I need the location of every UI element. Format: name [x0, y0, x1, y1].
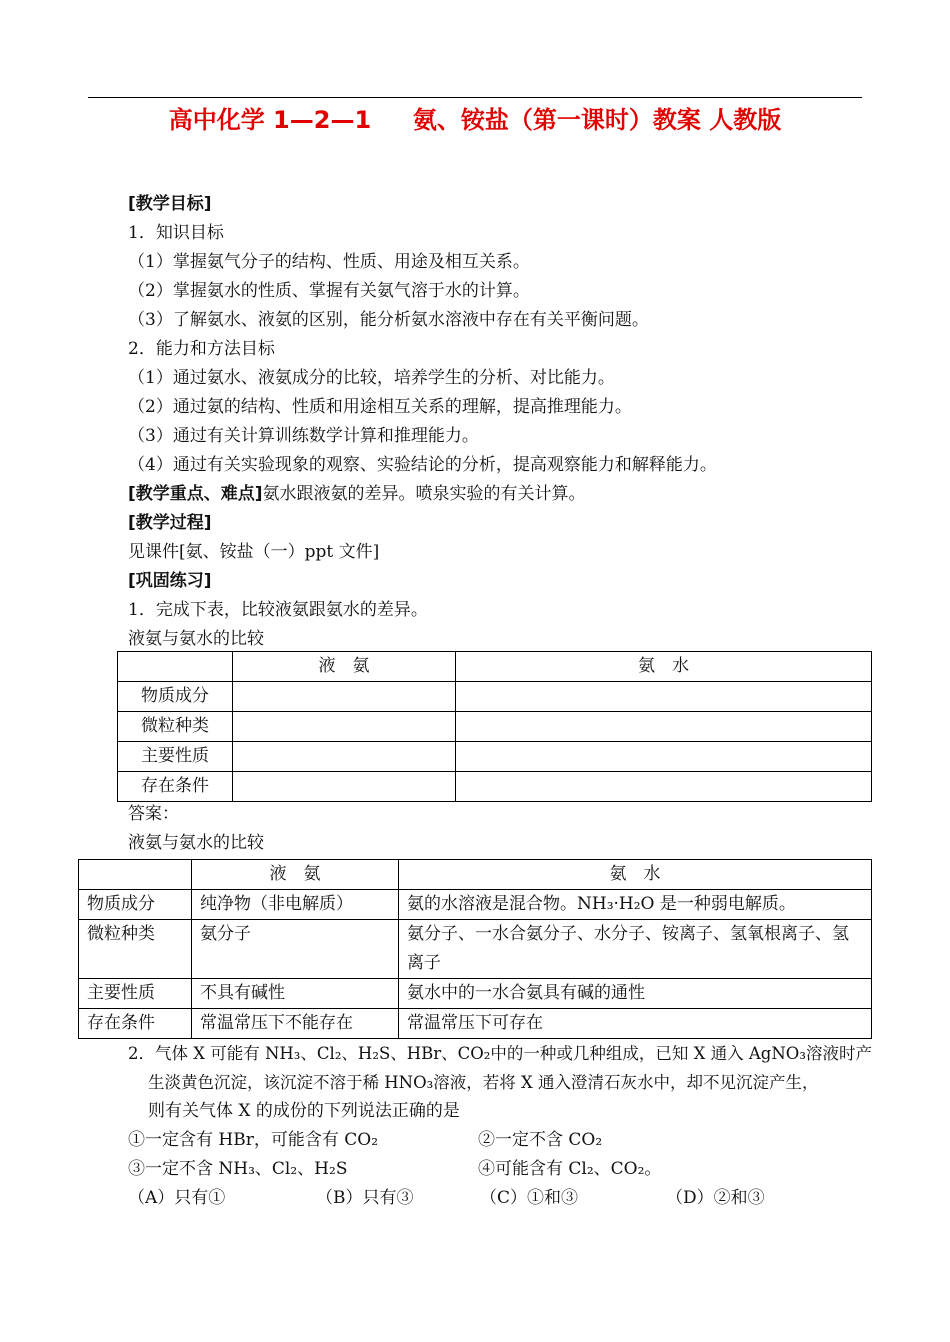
table-cell: 不具有碱性: [192, 979, 399, 1009]
blank-cell[interactable]: [456, 682, 872, 712]
goal-item: （2）通过氨的结构、性质和用途相互关系的理解，提高推理能力。: [128, 397, 632, 417]
table-header-row: [118, 652, 872, 682]
option-3: ③一定不含 NH₃、Cl₂、H₂S: [128, 1159, 348, 1179]
table-row: [79, 920, 872, 979]
table-header-cell: 氨 水: [399, 860, 872, 890]
table-row: [79, 979, 872, 1009]
table-header-cell: 氨 水: [456, 652, 872, 682]
table-cell: 常温常压下不能存在: [192, 1009, 399, 1039]
blank-cell[interactable]: [233, 712, 456, 742]
option-1: ①一定含有 HBr，可能含有 CO₂: [128, 1130, 379, 1150]
blank-cell[interactable]: [456, 772, 872, 802]
table-row: [118, 742, 872, 772]
blank-cell[interactable]: [233, 742, 456, 772]
table-row: [118, 712, 872, 742]
table-cell: [79, 860, 192, 890]
table-header-cell: 液 氨: [192, 860, 399, 890]
heading-key-points: [教学重点、难点]: [128, 484, 263, 504]
page-title: 高中化学 1—2—1 氨、铵盐（第一课时）教案 人教版: [168, 106, 782, 134]
table1-caption: 液氨与氨水的比较: [128, 629, 264, 649]
table-row: [118, 682, 872, 712]
goal-item: （3）了解氨水、液氨的区别，能分析氨水溶液中存在有关平衡问题。: [128, 310, 649, 330]
key-points-line: [128, 480, 868, 509]
key-points-text: 氨水跟液氨的差异。喷泉实验的有关计算。: [262, 484, 586, 504]
table2-caption: 液氨与氨水的比较: [128, 833, 264, 853]
blank-cell[interactable]: [456, 712, 872, 742]
row-label: 主要性质: [118, 742, 233, 772]
document-body: [128, 190, 868, 654]
blank-cell[interactable]: [233, 682, 456, 712]
table-row: [118, 772, 872, 802]
choice-d: （D）②和③: [666, 1188, 765, 1208]
row-label: 存在条件: [118, 772, 233, 802]
option-4: ④可能含有 Cl₂、CO₂。: [478, 1159, 662, 1179]
row-label: 物质成分: [79, 890, 192, 920]
question-2-line3: 则有关气体 X 的成份的下列说法正确的是: [148, 1101, 460, 1121]
answer-label: 答案：: [128, 804, 179, 824]
question-2-line1: 2．气体 X 可能有 NH₃、Cl₂、H₂S、HBr、CO₂中的一种或几种组成，已知 X 通入 AgNO₃溶液时产: [128, 1044, 872, 1063]
choice-a: （A）只有①: [128, 1188, 226, 1208]
table-header-row: [79, 860, 872, 890]
goal-item: （1）通过氨水、液氨成分的比较，培养学生的分析、对比能力。: [128, 368, 615, 388]
heading-process: [教学过程]: [128, 513, 212, 533]
goal-item: （1）掌握氨气分子的结构、性质、用途及相互关系。: [128, 252, 530, 272]
choice-b: （B）只有③: [316, 1188, 414, 1208]
table-cell: 氨水中的一水合氨具有碱的通性: [399, 979, 872, 1009]
process-text: 见课件[氨、铵盐（一）ppt 文件]: [128, 542, 380, 562]
row-label: 微粒种类: [118, 712, 233, 742]
table-cell: [118, 652, 233, 682]
choice-c: （C）①和③: [480, 1188, 579, 1208]
comparison-table-blank: [117, 651, 872, 802]
heading-teaching-goals: [教学目标]: [128, 194, 212, 214]
table-row: [79, 1009, 872, 1039]
table-cell: 氨分子、一水合氨分子、水分子、铵离子、氢氧根离子、氢离子: [399, 920, 872, 979]
row-label: 微粒种类: [79, 920, 192, 979]
row-label: 存在条件: [79, 1009, 192, 1039]
option-2: ②一定不含 CO₂: [478, 1130, 603, 1150]
goal-item: （4）通过有关实验现象的观察、实验结论的分析，提高观察能力和解释能力。: [128, 455, 717, 475]
knowledge-goal: 1．知识目标: [128, 223, 224, 243]
ability-goal: 2．能力和方法目标: [128, 339, 275, 359]
table-cell: 常温常压下可存在: [399, 1009, 872, 1039]
question-2-line2: 生淡黄色沉淀，该沉淀不溶于稀 HNO₃溶液，若将 X 通入澄清石灰水中，却不见沉淀产生，: [148, 1073, 819, 1092]
top-rule: [88, 97, 862, 98]
blank-cell[interactable]: [233, 772, 456, 802]
table-row: [79, 890, 872, 920]
blank-cell[interactable]: [456, 742, 872, 772]
row-label: 主要性质: [79, 979, 192, 1009]
table-cell: 氨的水溶液是混合物。NH₃·H₂O 是一种弱电解质。: [399, 890, 872, 920]
table-header-cell: 液 氨: [233, 652, 456, 682]
table-cell: 纯净物（非电解质）: [192, 890, 399, 920]
goal-item: （2）掌握氨水的性质、掌握有关氨气溶于水的计算。: [128, 281, 530, 301]
heading-practice: [巩固练习]: [128, 571, 212, 591]
row-label: 物质成分: [118, 682, 233, 712]
table-cell: 氨分子: [192, 920, 399, 979]
comparison-table-answer: [78, 859, 872, 1039]
goal-item: （3）通过有关计算训练数学计算和推理能力。: [128, 426, 479, 446]
question-1: 1．完成下表，比较液氨跟氨水的差异。: [128, 600, 428, 620]
